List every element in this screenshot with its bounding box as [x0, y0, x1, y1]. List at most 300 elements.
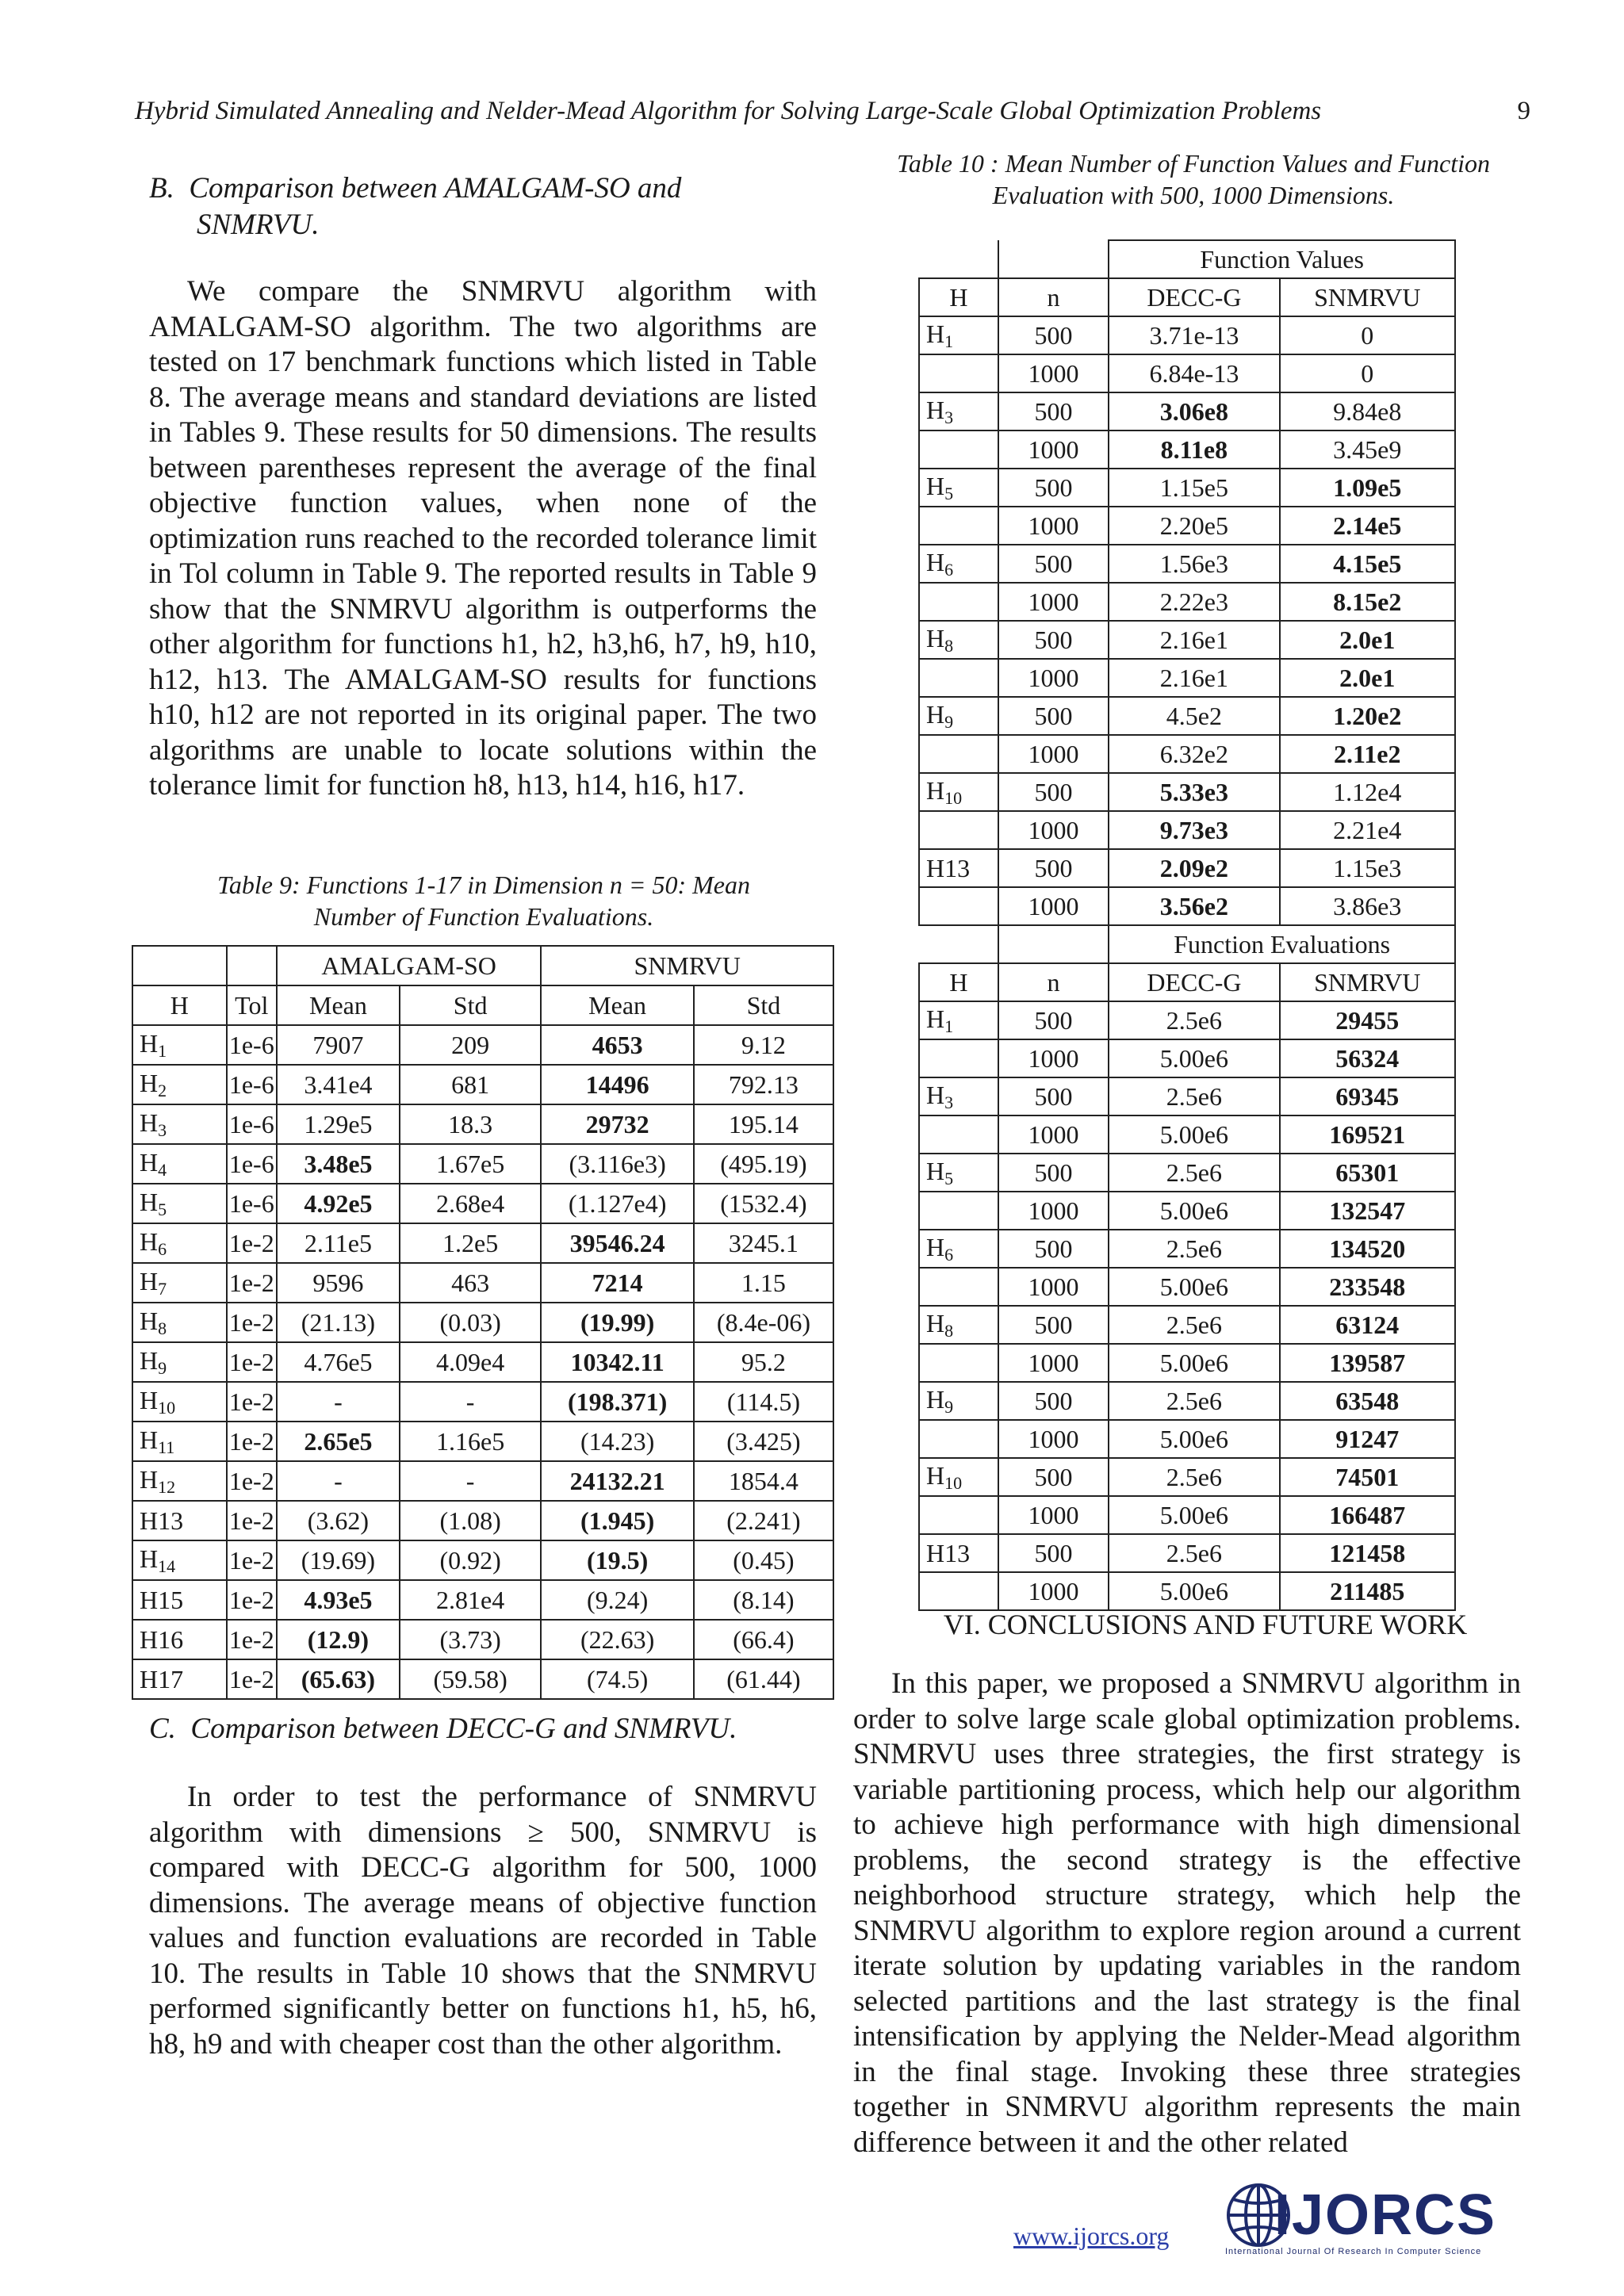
table9-cell-am-std: 1.2e5 — [400, 1223, 541, 1263]
running-title: Hybrid Simulated Annealing and Nelder-Mead Algorithm for Solving Large-Scale Global Optimization Problems — [135, 97, 1322, 125]
table10-evals-title — [919, 925, 1455, 963]
table10-cell-snmrvu: 1.15e3 — [1280, 849, 1455, 887]
table10-row — [919, 1115, 1455, 1154]
table9-cell-h: $H_9$ — [132, 1342, 227, 1382]
table10-row — [919, 887, 1455, 925]
table10-cell-snmrvu: 4.15e5 — [1280, 545, 1455, 583]
table9-cell-am-std: (0.92) — [400, 1540, 541, 1580]
table10-cell-n: 1000 — [998, 1268, 1109, 1306]
table10-cell-snmrvu: 3.45e9 — [1280, 430, 1455, 469]
table9-cell-tol: 1e-6 — [227, 1104, 277, 1144]
table10-cell-h: $H_{10}$ — [919, 773, 998, 811]
table10-cell-h — [919, 507, 998, 545]
table10-cell-n: 500 — [998, 316, 1109, 354]
table9-cell-h: $H_3$ — [132, 1104, 227, 1144]
table10-cell-decc: 6.32e2 — [1109, 735, 1279, 773]
table10-cell-n: 500 — [998, 1154, 1109, 1192]
table10-cell-h: $H_3$ — [919, 1077, 998, 1115]
table9-cell-tol: 1e-6 — [227, 1144, 277, 1184]
table10-cell-decc: 3.71e-13 — [1109, 316, 1279, 354]
table9-cell-tol: 1e-2 — [227, 1382, 277, 1422]
table10-cell-decc: 5.00e6 — [1109, 1192, 1279, 1230]
table9-cell-sn-std: (3.425) — [694, 1422, 833, 1461]
table10-row — [919, 1382, 1455, 1420]
table10-cell-decc: 2.5e6 — [1109, 1382, 1279, 1420]
table9-cell-sn-std: (61.44) — [694, 1659, 833, 1699]
table9-cell-am-std: (59.58) — [400, 1659, 541, 1699]
table9-row — [132, 1223, 833, 1263]
table9-cell-sn-std: 3245.1 — [694, 1223, 833, 1263]
table10-row — [919, 849, 1455, 887]
table10-cell-decc: 3.56e2 — [1109, 887, 1279, 925]
table10-cell-snmrvu: 69345 — [1280, 1077, 1455, 1115]
table9-row — [132, 1025, 833, 1065]
table10-cell-n: 500 — [998, 697, 1109, 735]
table9-cell-h: H17 — [132, 1659, 227, 1699]
table9-cell-h: $H_1$ — [132, 1025, 227, 1065]
table9-cell-sn-std: 1.15 — [694, 1263, 833, 1303]
table9-cell-am-std: 2.68e4 — [400, 1184, 541, 1223]
table10-row — [919, 1344, 1455, 1382]
table10-cell-decc: 5.33e3 — [1109, 773, 1279, 811]
table10-cell-n: 500 — [998, 773, 1109, 811]
table9-cell-am-std: - — [400, 1382, 541, 1422]
table10-row — [919, 507, 1455, 545]
table10-row — [919, 621, 1455, 659]
logo-tagline: International Journal Of Research In Computer Science — [1225, 2247, 1482, 2256]
table10-cell-decc: 2.5e6 — [1109, 1154, 1279, 1192]
table10-evals-title-label: Function Evaluations — [1109, 925, 1455, 963]
table9-cell-h: $H_{14}$ — [132, 1540, 227, 1580]
table10-cell-n: 500 — [998, 1230, 1109, 1268]
table10-cell-snmrvu: 1.09e5 — [1280, 469, 1455, 507]
table10-cell-snmrvu: 63124 — [1280, 1306, 1455, 1344]
table10-row — [919, 430, 1455, 469]
table10-cell-h: $H_9$ — [919, 697, 998, 735]
table10-row — [919, 1077, 1455, 1115]
table10-cell-decc: 6.84e-13 — [1109, 354, 1279, 392]
table10-row — [919, 1306, 1455, 1344]
table10-cell-decc: 1.15e5 — [1109, 469, 1279, 507]
table10-cell-snmrvu: 166487 — [1280, 1496, 1455, 1534]
table10-cell-snmrvu: 233548 — [1280, 1268, 1455, 1306]
table9-cell-am-std: 18.3 — [400, 1104, 541, 1144]
table10-cell-n: 500 — [998, 1534, 1109, 1572]
table9-cell-am-mean: (12.9) — [277, 1620, 400, 1659]
table9-cell-sn-mean: 10342.11 — [541, 1342, 694, 1382]
table10-cell-h: $H_1$ — [919, 1001, 998, 1039]
section-vi-heading: VI. CONCLUSIONS AND FUTURE WORK — [943, 1609, 1468, 1640]
table10-cell-snmrvu: 169521 — [1280, 1115, 1455, 1154]
table9-cell-h: $H_{12}$ — [132, 1461, 227, 1501]
table9-row — [132, 1659, 833, 1699]
table10-cell-snmrvu: 8.15e2 — [1280, 583, 1455, 621]
table10-row — [919, 1154, 1455, 1192]
table10-row — [919, 697, 1455, 735]
table10-cell-n: 1000 — [998, 354, 1109, 392]
table10-cell-decc: 5.00e6 — [1109, 1344, 1279, 1382]
table9-cell-tol: 1e-2 — [227, 1461, 277, 1501]
table10-cell-snmrvu: 29455 — [1280, 1001, 1455, 1039]
table9-row — [132, 1263, 833, 1303]
table9-row — [132, 1104, 833, 1144]
table9 — [132, 945, 834, 1700]
table10-cell-h — [919, 811, 998, 849]
table10-cell-decc: 2.5e6 — [1109, 1306, 1279, 1344]
table10-col-header: DECC-G — [1109, 278, 1279, 316]
table10-cell-h: $H_8$ — [919, 621, 998, 659]
table10-cell-snmrvu: 91247 — [1280, 1420, 1455, 1458]
table10-cell-h — [919, 659, 998, 697]
table10-cell-decc: 2.5e6 — [1109, 1230, 1279, 1268]
table10-col-header: SNMRVU — [1280, 963, 1455, 1001]
table9-row — [132, 1422, 833, 1461]
table10-cell-h: $H_3$ — [919, 392, 998, 430]
table10-cell-n: 1000 — [998, 1420, 1109, 1458]
table9-cell-am-mean: 4.92e5 — [277, 1184, 400, 1223]
table10-cell-h — [919, 735, 998, 773]
table10-cell-snmrvu: 65301 — [1280, 1154, 1455, 1192]
table10-cell-n: 500 — [998, 1077, 1109, 1115]
table10-cell-h — [919, 1420, 998, 1458]
table10-cell-n: 1000 — [998, 1192, 1109, 1230]
table9-cell-am-std: 1.67e5 — [400, 1144, 541, 1184]
table9-row — [132, 1540, 833, 1580]
table9-cell-sn-mean: 29732 — [541, 1104, 694, 1144]
section-c-paragraph: In order to test the performance of SNMRVU algorithm with dimensions ≥ 500, SNMRVU is compared with DECC-G algorithm for 500, 1000 dimensions. The average means of objective function values and function evaluations are recorded in Table 10. The results in Table 10 shows that the SNMRVU performed significantly better on functions h1, h5, h6, h8, h9 and with cheaper cost than the other algorithm. — [149, 1781, 817, 2061]
table9-cell-sn-mean: (198.371) — [541, 1382, 694, 1422]
table9-cell-sn-std: 195.14 — [694, 1104, 833, 1144]
table10-cell-n: 500 — [998, 545, 1109, 583]
table10-row — [919, 545, 1455, 583]
table9-row — [132, 1184, 833, 1223]
table9-row — [132, 1382, 833, 1422]
table10-cell-decc: 2.16e1 — [1109, 621, 1279, 659]
table9-col-sn-std: Std — [694, 985, 833, 1025]
table9-cell-am-std: 4.09e4 — [400, 1342, 541, 1382]
table9-cell-tol: 1e-2 — [227, 1303, 277, 1342]
table10-col-header: SNMRVU — [1280, 278, 1455, 316]
table10-row — [919, 1420, 1455, 1458]
table10-cell-decc: 5.00e6 — [1109, 1572, 1279, 1610]
table10-cell-snmrvu: 139587 — [1280, 1344, 1455, 1382]
table10-cell-h — [919, 887, 998, 925]
table9-cell-sn-std: 95.2 — [694, 1342, 833, 1382]
table10-cell-decc: 5.00e6 — [1109, 1496, 1279, 1534]
table9-cell-am-mean: 2.11e5 — [277, 1223, 400, 1263]
table9-cell-sn-std: 1854.4 — [694, 1461, 833, 1501]
table9-row — [132, 1580, 833, 1620]
table10-cell-h — [919, 1192, 998, 1230]
table9-col-am-mean: Mean — [277, 985, 400, 1025]
table10-cell-decc: 8.11e8 — [1109, 430, 1279, 469]
logo-wordmark: IJORCS — [1274, 2183, 1497, 2247]
table10 — [918, 239, 1456, 1611]
table9-cell-sn-mean: (22.63) — [541, 1620, 694, 1659]
table9-cell-sn-mean: 39546.24 — [541, 1223, 694, 1263]
table10-cell-decc: 2.20e5 — [1109, 507, 1279, 545]
table10-cell-n: 1000 — [998, 1115, 1109, 1154]
table10-cell-snmrvu: 121458 — [1280, 1534, 1455, 1572]
table10-cell-n: 1000 — [998, 1496, 1109, 1534]
table9-cell-am-mean: 1.29e5 — [277, 1104, 400, 1144]
table10-row — [919, 1496, 1455, 1534]
table9-cell-tol: 1e-6 — [227, 1065, 277, 1104]
table10-cell-n: 1000 — [998, 887, 1109, 925]
table10-values-header — [919, 278, 1455, 316]
table10-cell-n: 500 — [998, 1306, 1109, 1344]
table9-cell-sn-mean: (9.24) — [541, 1580, 694, 1620]
table9-cell-am-mean: 3.41e4 — [277, 1065, 400, 1104]
section-c-heading: C. Comparison between DECC-G and SNMRVU. — [149, 1712, 737, 1745]
table10-cell-snmrvu: 2.21e4 — [1280, 811, 1455, 849]
table10-cell-n: 500 — [998, 1382, 1109, 1420]
table10-cell-decc: 5.00e6 — [1109, 1039, 1279, 1077]
table10-row — [919, 1458, 1455, 1496]
table9-cell-sn-std: (66.4) — [694, 1620, 833, 1659]
table9-cell-am-mean: 4.93e5 — [277, 1580, 400, 1620]
table9-cell-am-mean: (3.62) — [277, 1501, 400, 1540]
table10-cell-decc: 2.5e6 — [1109, 1001, 1279, 1039]
table9-cell-tol: 1e-2 — [227, 1342, 277, 1382]
table10-row — [919, 354, 1455, 392]
table9-cell-am-mean: 3.48e5 — [277, 1144, 400, 1184]
table9-cell-sn-mean: (74.5) — [541, 1659, 694, 1699]
table10-row — [919, 1001, 1455, 1039]
table10-cell-n: 500 — [998, 392, 1109, 430]
table9-cell-h: $H_2$ — [132, 1065, 227, 1104]
table9-cell-am-mean: - — [277, 1382, 400, 1422]
table9-cell-tol: 1e-2 — [227, 1223, 277, 1263]
table10-row — [919, 469, 1455, 507]
table9-cell-sn-std: (0.45) — [694, 1540, 833, 1580]
table9-cell-h: H16 — [132, 1620, 227, 1659]
table10-cell-h: $H_9$ — [919, 1382, 998, 1420]
table9-cell-sn-std: (8.4e-06) — [694, 1303, 833, 1342]
table10-cell-h: $H_6$ — [919, 545, 998, 583]
table9-cell-sn-std: (114.5) — [694, 1382, 833, 1422]
table9-cell-h: $H_{10}$ — [132, 1382, 227, 1422]
table10-cell-n: 1000 — [998, 1344, 1109, 1382]
table9-cell-tol: 1e-6 — [227, 1184, 277, 1223]
table10-cell-n: 1000 — [998, 583, 1109, 621]
table10-cell-h: $H_{10}$ — [919, 1458, 998, 1496]
table10-cell-decc: 9.73e3 — [1109, 811, 1279, 849]
table10-cell-n: 1000 — [998, 1039, 1109, 1077]
table9-cell-am-std: 681 — [400, 1065, 541, 1104]
table9-col-sn-mean: Mean — [541, 985, 694, 1025]
table10-cell-n: 500 — [998, 1458, 1109, 1496]
section-b-heading: B. Comparison between AMALGAM-SO and SNMRVU. — [149, 172, 682, 241]
table10-cell-n: 1000 — [998, 507, 1109, 545]
table10-cell-h: $H_1$ — [919, 316, 998, 354]
table9-cell-am-mean: - — [277, 1461, 400, 1501]
table9-cell-sn-mean: (14.23) — [541, 1422, 694, 1461]
table10-cell-n: 1000 — [998, 735, 1109, 773]
table9-cell-tol: 1e-2 — [227, 1620, 277, 1659]
table9-cell-sn-mean: 7214 — [541, 1263, 694, 1303]
table10-row — [919, 811, 1455, 849]
table10-cell-n: 500 — [998, 849, 1109, 887]
table9-cell-h: $H_6$ — [132, 1223, 227, 1263]
table9-cell-sn-std: (8.14) — [694, 1580, 833, 1620]
table9-cell-am-mean: (19.69) — [277, 1540, 400, 1580]
table10-cell-n: 500 — [998, 1001, 1109, 1039]
table9-cell-sn-mean: (1.127e4) — [541, 1184, 694, 1223]
table9-cell-am-mean: (65.63) — [277, 1659, 400, 1699]
table9-cell-h: $H_5$ — [132, 1184, 227, 1223]
table10-cell-h: $H_6$ — [919, 1230, 998, 1268]
table10-cell-h: H13 — [919, 1534, 998, 1572]
table10-row — [919, 1192, 1455, 1230]
table10-row — [919, 1534, 1455, 1572]
table10-cell-snmrvu: 1.12e4 — [1280, 773, 1455, 811]
table10-cell-n: 1000 — [998, 659, 1109, 697]
table10-cell-h — [919, 583, 998, 621]
table10-cell-snmrvu: 3.86e3 — [1280, 887, 1455, 925]
table10-cell-decc: 4.5e2 — [1109, 697, 1279, 735]
table10-evals-header — [919, 963, 1455, 1001]
table9-group-snmrvu: SNMRVU — [541, 946, 833, 985]
table10-row — [919, 735, 1455, 773]
table10-cell-decc: 2.09e2 — [1109, 849, 1279, 887]
table10-cell-h: $H_5$ — [919, 469, 998, 507]
table9-cell-sn-std: (2.241) — [694, 1501, 833, 1540]
table10-cell-h — [919, 430, 998, 469]
section-b-paragraph: We compare the SNMRVU algorithm with AMALGAM-SO algorithm. The two algorithms are tested on 17 benchmark functions which listed in Table 8. The average means and standard deviations are listed in Tables 9. These results for 50 dimensions. The results between parentheses represent the average of the final objective function values, when none of the optimization runs reached to the recorded tolerance limit in Tol column in Table 9. The reported results in Table 9 show that the SNMRVU algorithm is outperforms the other algorithm for functions h1, h2, h3,h6, h7, h9, h10, h12, h13. The AMALGAM-SO results for functions h10, h12 are not reported in its original paper. The two algorithms are unable to locate solutions within the tolerance limit for function h8, h13, h14, h16, h17. — [149, 275, 817, 802]
table9-cell-sn-mean: (3.116e3) — [541, 1144, 694, 1184]
table9-cell-h: $H_8$ — [132, 1303, 227, 1342]
table10-cell-snmrvu: 9.84e8 — [1280, 392, 1455, 430]
table10-cell-h — [919, 1572, 998, 1610]
table10-cell-h: H13 — [919, 849, 998, 887]
table10-row — [919, 773, 1455, 811]
table10-values-title-label: Function Values — [1109, 240, 1455, 278]
table10-cell-decc: 5.00e6 — [1109, 1268, 1279, 1306]
table10-cell-snmrvu: 0 — [1280, 354, 1455, 392]
table10-row — [919, 1268, 1455, 1306]
table9-cell-am-std: 2.81e4 — [400, 1580, 541, 1620]
table9-header-row — [132, 985, 833, 1025]
table10-cell-decc: 2.16e1 — [1109, 659, 1279, 697]
table10-col-header: DECC-G — [1109, 963, 1279, 1001]
table10-cell-decc: 2.5e6 — [1109, 1077, 1279, 1115]
table9-cell-am-std: (0.03) — [400, 1303, 541, 1342]
table9-cell-sn-std: (1532.4) — [694, 1184, 833, 1223]
table10-cell-snmrvu: 2.0e1 — [1280, 621, 1455, 659]
table10-cell-decc: 1.56e3 — [1109, 545, 1279, 583]
table9-group-header-row — [132, 946, 833, 985]
table10-col-header: n — [998, 278, 1109, 316]
journal-url-link[interactable]: www.ijorcs.org — [1013, 2221, 1170, 2250]
table9-cell-am-std: 209 — [400, 1025, 541, 1065]
table10-cell-snmrvu: 63548 — [1280, 1382, 1455, 1420]
table9-caption: Table 9: Functions 1-17 in Dimension n = 50: Mean Number of Function Evaluations. — [217, 871, 750, 931]
table10-cell-h — [919, 354, 998, 392]
table10-cell-decc: 2.5e6 — [1109, 1458, 1279, 1496]
table9-cell-am-std: (3.73) — [400, 1620, 541, 1659]
table9-cell-am-mean: 7907 — [277, 1025, 400, 1065]
table10-cell-n: 500 — [998, 469, 1109, 507]
table10-cell-snmrvu: 2.0e1 — [1280, 659, 1455, 697]
table9-cell-sn-mean: (1.945) — [541, 1501, 694, 1540]
table9-row — [132, 1342, 833, 1382]
running-header — [135, 97, 1530, 126]
table10-row — [919, 1572, 1455, 1610]
table10-cell-n: 1000 — [998, 430, 1109, 469]
table9-cell-tol: 1e-6 — [227, 1025, 277, 1065]
table10-cell-decc: 5.00e6 — [1109, 1115, 1279, 1154]
table9-row — [132, 1620, 833, 1659]
table9-cell-am-mean: 9596 — [277, 1263, 400, 1303]
table9-cell-h: H13 — [132, 1501, 227, 1540]
table10-cell-snmrvu: 2.11e2 — [1280, 735, 1455, 773]
table9-cell-sn-mean: (19.5) — [541, 1540, 694, 1580]
table10-row — [919, 392, 1455, 430]
ijorcs-logo — [1217, 2179, 1503, 2266]
table9-group-amalgam: AMALGAM-SO — [277, 946, 541, 985]
table10-col-header: H — [919, 278, 998, 316]
table10-cell-h — [919, 1268, 998, 1306]
table9-cell-tol: 1e-2 — [227, 1540, 277, 1580]
table9-cell-am-std: - — [400, 1461, 541, 1501]
table10-cell-n: 1000 — [998, 811, 1109, 849]
table9-cell-tol: 1e-2 — [227, 1263, 277, 1303]
table9-row — [132, 1065, 833, 1104]
table10-caption: Table 10 : Mean Number of Function Values and Function Evaluation with 500, 1000 Dimensions. — [896, 149, 1491, 209]
table9-row — [132, 1461, 833, 1501]
table9-cell-h: H15 — [132, 1580, 227, 1620]
table10-cell-snmrvu: 2.14e5 — [1280, 507, 1455, 545]
table9-cell-sn-mean: 14496 — [541, 1065, 694, 1104]
table9-row — [132, 1303, 833, 1342]
table9-cell-h: $H_{11}$ — [132, 1422, 227, 1461]
table10-cell-snmrvu: 132547 — [1280, 1192, 1455, 1230]
table9-cell-am-mean: 4.76e5 — [277, 1342, 400, 1382]
table9-cell-tol: 1e-2 — [227, 1659, 277, 1699]
table10-row — [919, 316, 1455, 354]
table10-row — [919, 1039, 1455, 1077]
table10-cell-snmrvu: 56324 — [1280, 1039, 1455, 1077]
table10-cell-h — [919, 1039, 998, 1077]
table10-cell-snmrvu: 0 — [1280, 316, 1455, 354]
table10-cell-snmrvu: 1.20e2 — [1280, 697, 1455, 735]
table10-cell-n: 500 — [998, 621, 1109, 659]
table9-cell-h: $H_7$ — [132, 1263, 227, 1303]
table9-row — [132, 1144, 833, 1184]
table10-col-header: n — [998, 963, 1109, 1001]
table9-col-am-std: Std — [400, 985, 541, 1025]
table10-col-header: H — [919, 963, 998, 1001]
table10-cell-h — [919, 1115, 998, 1154]
table10-cell-h: $H_5$ — [919, 1154, 998, 1192]
table9-cell-sn-std: 792.13 — [694, 1065, 833, 1104]
table9-cell-am-std: 1.16e5 — [400, 1422, 541, 1461]
table10-cell-decc: 2.5e6 — [1109, 1534, 1279, 1572]
section-vi-paragraph: In this paper, we proposed a SNMRVU algorithm in order to solve large scale global optimization problems. SNMRVU uses three strategies, the first strategy is variable partitioning process, which help our algorithm to achieve high performance with high dimensional problems, the second strategy is the effective neighborhood structure strategy, which help the SNMRVU algorithm to explore region around a current iterate solution by updating variables in the random selected partitions and the last strategy is the final intensification by applying the Nelder-Mead algorithm in the final stage. Invoking these three strategies together in SNMRVU algorithm represents the main difference between it and the other related — [853, 1667, 1521, 2159]
table9-cell-tol: 1e-2 — [227, 1580, 277, 1620]
table10-cell-h — [919, 1496, 998, 1534]
table10-row — [919, 659, 1455, 697]
table10-cell-h — [919, 1344, 998, 1382]
table9-cell-am-std: (1.08) — [400, 1501, 541, 1540]
table9-cell-tol: 1e-2 — [227, 1422, 277, 1461]
table9-row — [132, 1501, 833, 1540]
table9-col-h: H — [132, 985, 227, 1025]
table10-cell-decc: 3.06e8 — [1109, 392, 1279, 430]
table10-cell-n: 1000 — [998, 1572, 1109, 1610]
page-number: 9 — [1517, 97, 1530, 125]
